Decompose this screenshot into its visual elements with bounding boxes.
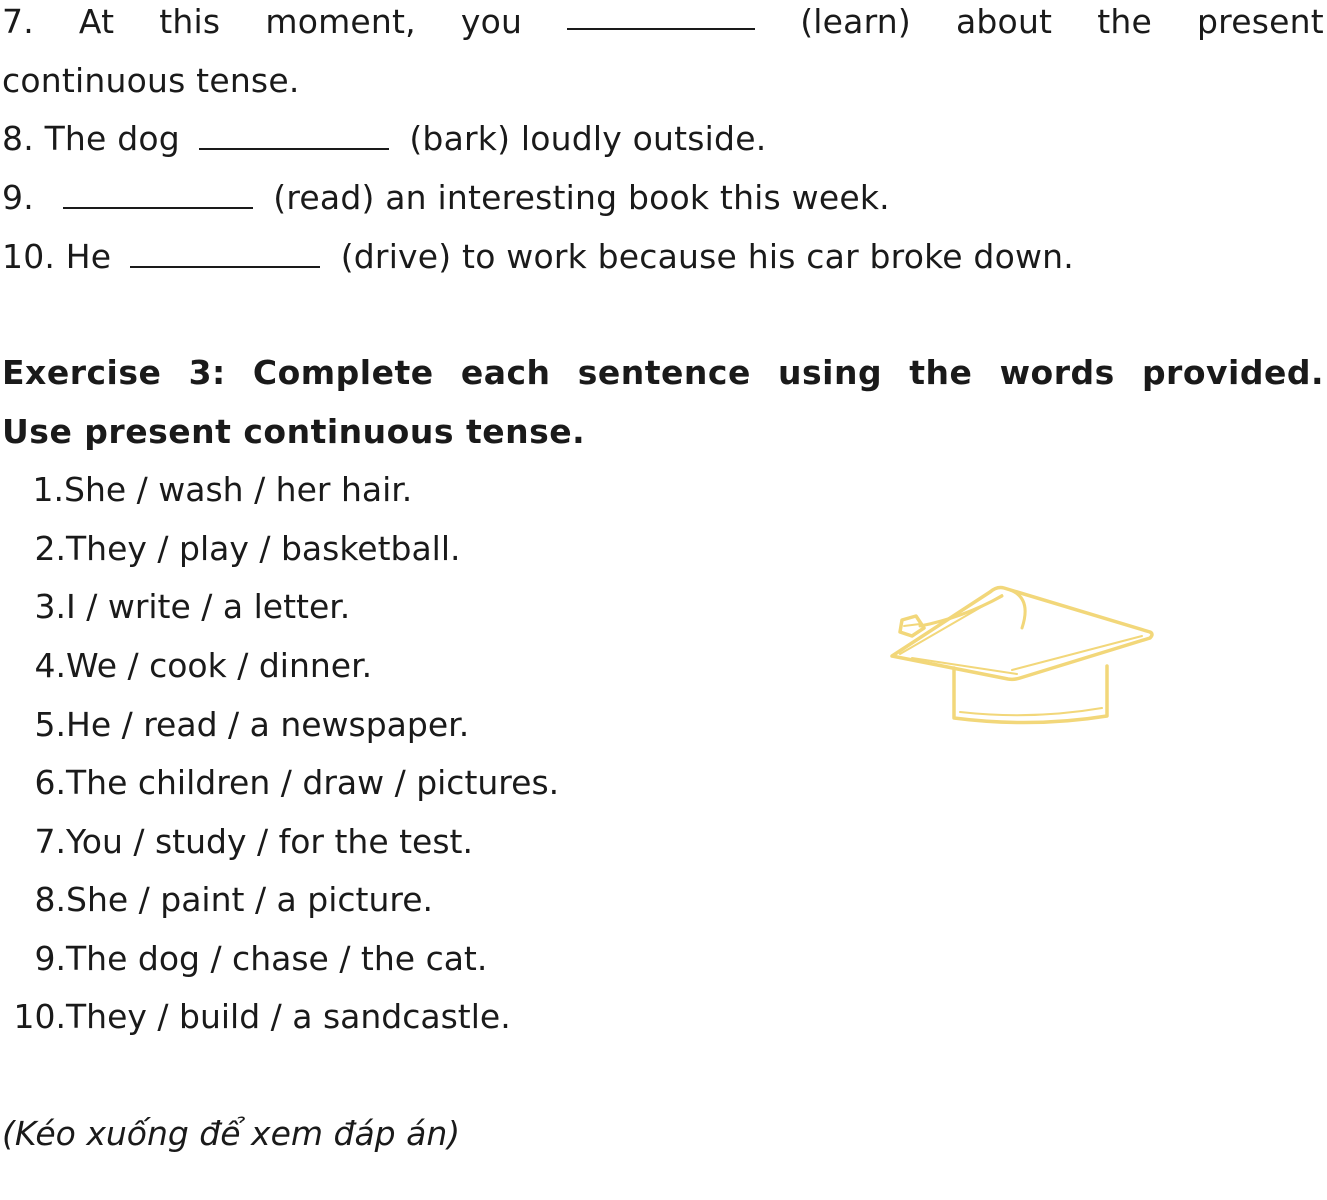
question-10-suffix: (drive) to work because his car broke down. — [340, 237, 1074, 276]
list-item-text: We / cook / dinner. — [66, 646, 373, 685]
list-item — [0, 939, 487, 979]
list-item-text: The dog / chase / the cat. — [66, 939, 488, 978]
question-7-word: present — [1197, 2, 1324, 41]
answer-blank[interactable] — [63, 181, 253, 209]
list-item-text: The children / draw / pictures. — [66, 763, 560, 802]
list-item-text: They / play / basketball. — [66, 529, 461, 568]
answer-blank[interactable] — [199, 122, 389, 150]
answer-blank[interactable] — [567, 2, 755, 30]
question-9 — [2, 178, 890, 218]
list-item-number: 7. — [34, 822, 66, 861]
question-7-line-2: continuous tense. — [2, 61, 300, 100]
question-8-prefix: 8. The dog — [2, 119, 180, 158]
scroll-down-note: (Kéo xuống để xem đáp án) — [2, 1114, 461, 1153]
question-7-word: (learn) — [800, 2, 911, 41]
heading-word: the — [909, 353, 973, 392]
heading-word: Complete — [252, 353, 434, 392]
heading-word: using — [778, 353, 883, 392]
heading-word: sentence — [577, 353, 751, 392]
list-item-number: 4. — [34, 646, 66, 685]
list-item-text: He / read / a newspaper. — [66, 705, 470, 744]
question-8 — [2, 119, 766, 159]
question-7-word: about — [955, 2, 1053, 41]
heading-word: 3: — [188, 353, 226, 392]
list-item — [0, 822, 473, 862]
list-item — [0, 646, 372, 686]
list-item — [0, 997, 511, 1037]
question-8-suffix: (bark) loudly outside. — [409, 119, 767, 158]
graduation-cap-icon — [852, 578, 1162, 738]
list-item — [0, 529, 461, 569]
heading-word: provided. — [1141, 353, 1324, 392]
question-10 — [2, 237, 1074, 277]
question-7-word: 7. — [2, 2, 34, 41]
question-7-word: this — [159, 2, 221, 41]
question-7-word: the — [1097, 2, 1152, 41]
list-item — [0, 705, 469, 745]
question-9-suffix: (read) an interesting book this week. — [273, 178, 890, 217]
list-item-text: You / study / for the test. — [66, 822, 473, 861]
list-item-number: 2. — [34, 529, 66, 568]
question-7-word: you — [460, 2, 523, 41]
question-10-prefix: 10. He — [2, 237, 112, 276]
list-item-number: 3. — [34, 587, 66, 626]
list-item — [0, 880, 433, 920]
list-item — [0, 470, 412, 510]
list-item-text: She / paint / a picture. — [66, 880, 434, 919]
list-item-number: 5. — [34, 705, 66, 744]
heading-word: Exercise — [2, 353, 162, 392]
list-item-number: 8. — [34, 880, 66, 919]
question-7-word: At — [78, 2, 115, 41]
question-7-line-1 — [2, 2, 1324, 42]
list-item — [0, 763, 559, 803]
list-item-text: They / build / a sandcastle. — [66, 997, 511, 1036]
question-9-prefix: 9. — [2, 178, 34, 217]
list-item-text: I / write / a letter. — [66, 587, 351, 626]
list-item-number: 9. — [34, 939, 66, 978]
heading-word: each — [460, 353, 551, 392]
question-7-word: moment, — [265, 2, 416, 41]
exercise-3-heading-line-2: Use present continuous tense. — [2, 412, 586, 451]
heading-word: words — [999, 353, 1115, 392]
answer-blank[interactable] — [130, 240, 320, 268]
list-item-text: She / wash / her hair. — [64, 470, 413, 509]
exercise-3-heading — [2, 353, 1324, 393]
list-item-number: 10. — [13, 997, 66, 1036]
list-item-number: 1. — [32, 470, 64, 509]
list-item — [0, 587, 350, 627]
list-item-number: 6. — [34, 763, 66, 802]
